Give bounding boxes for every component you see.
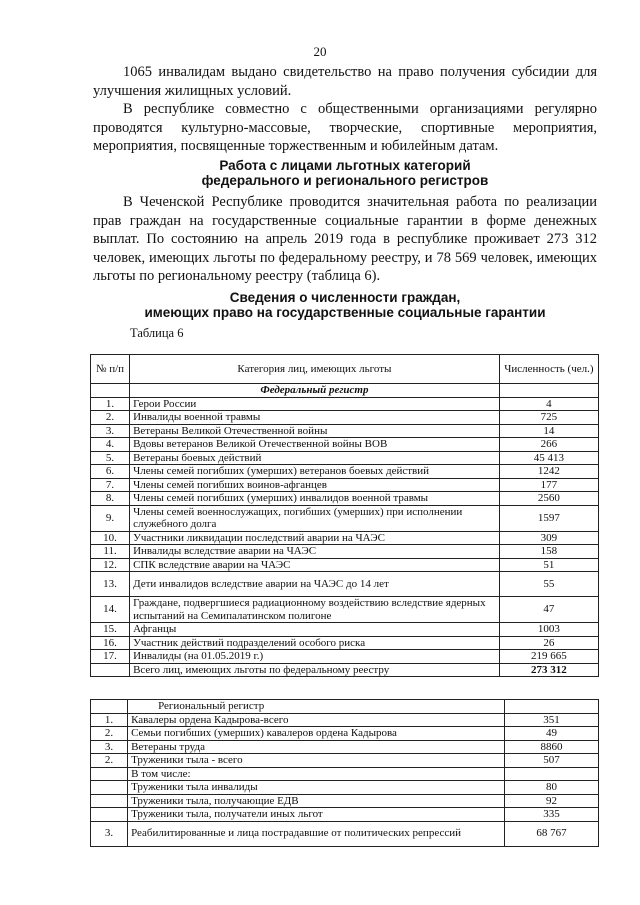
table-heading: Сведения о численности граждан, имеющих право на государственные социальные гарантии	[144, 290, 546, 320]
table-row	[91, 740, 599, 754]
row-count: 55	[499, 572, 598, 597]
row-category: Инвалиды военной травмы	[130, 411, 500, 425]
row-category: Инвалиды вследствие аварии на ЧАЭС	[130, 545, 500, 559]
row-count: 351	[504, 713, 598, 727]
page-number: 20	[313, 44, 327, 59]
row-category: Инвалиды (на 01.05.2019 г.)	[130, 650, 500, 664]
row-category: СПК вследствие аварии на ЧАЭС	[130, 558, 500, 572]
row-number: 2.	[91, 727, 128, 741]
row-count: 219 665	[499, 650, 598, 664]
regional-table	[90, 699, 599, 847]
row-category: Семьи погибших (умерших) кавалеров ордена Кадырова	[128, 727, 505, 741]
row-category: Труженики тыла - всего	[128, 754, 505, 768]
row-number: 4.	[91, 438, 130, 452]
section-row	[91, 700, 599, 714]
row-category: Члены семей погибших (умерших) инвалидов военной травмы	[130, 492, 500, 506]
table-row	[91, 727, 599, 741]
row-category: В том числе:	[128, 767, 505, 781]
row-number: 11.	[91, 545, 130, 559]
row-category: Дети инвалидов вследствие аварии на ЧАЭС до 14 лет	[130, 572, 500, 597]
table-row	[91, 451, 599, 465]
table-row	[91, 636, 599, 650]
row-number: 14.	[91, 597, 130, 623]
row-number	[91, 781, 128, 795]
paragraph: В республике совместно с общественными организациями регулярно проводятся культурно-массовые, творческие, спортивные мероприятия, мероприятия, посвященные торжественным и юбилейным датам.	[93, 101, 597, 154]
total-value: 273 312	[499, 663, 598, 677]
paragraph: 1065 инвалидам выдано свидетельство на право получения субсидии для улучшения жилищных условий.	[93, 64, 597, 99]
table-row	[91, 492, 599, 506]
row-number: 16.	[91, 636, 130, 650]
row-number: 1.	[91, 397, 130, 411]
section-row	[91, 384, 599, 398]
table-row	[91, 438, 599, 452]
paragraph: В Чеченской Республике проводится значительная работа по реализации прав граждан на государственные социальные гарантии в форме денежных выплат. По состоянию на апрель 2019 года в республике проживает 273 312 человек, имеющих льготы по федеральному реестру, и 78 569 человек, имеющих льготы по региональному реестру (таблица 6).	[93, 194, 597, 284]
row-number	[91, 794, 128, 808]
row-count: 45 413	[499, 451, 598, 465]
table-row	[91, 545, 599, 559]
table-row	[91, 411, 599, 425]
row-count: 49	[504, 727, 598, 741]
row-count: 266	[499, 438, 598, 452]
row-number: 17.	[91, 650, 130, 664]
row-number: 3.	[91, 740, 128, 754]
row-count: 1597	[499, 505, 598, 531]
row-number: 3.	[91, 424, 130, 438]
table-row	[91, 794, 599, 808]
row-category: Граждане, подвергшиеся радиационному воздействию вследствие ядерных испытаний на Семипалатинском полигоне	[130, 597, 500, 623]
row-count: 8860	[504, 740, 598, 754]
row-category: Члены семей погибших воинов-афганцев	[130, 478, 500, 492]
table-row	[91, 821, 599, 846]
row-category: Ветераны Великой Отечественной войны	[130, 424, 500, 438]
row-number: 1.	[91, 713, 128, 727]
row-number: 9.	[91, 505, 130, 531]
row-number: 10.	[91, 531, 130, 545]
table-label: Таблица 6	[130, 326, 184, 340]
row-count: 80	[504, 781, 598, 795]
table-row	[91, 597, 599, 623]
row-category: Герои России	[130, 397, 500, 411]
row-number: 12.	[91, 558, 130, 572]
header-num: № п/п	[91, 355, 130, 384]
row-count: 4	[499, 397, 598, 411]
table-row	[91, 808, 599, 822]
row-category: Участник действий подразделений особого риска	[130, 636, 500, 650]
total-label: Всего лиц, имеющих льготы по федеральному реестру	[130, 663, 500, 677]
row-count: 26	[499, 636, 598, 650]
row-count: 335	[504, 808, 598, 822]
row-count: 725	[499, 411, 598, 425]
table-row	[91, 767, 599, 781]
table-row	[91, 713, 599, 727]
table-row	[91, 623, 599, 637]
row-number: 7.	[91, 478, 130, 492]
row-count: 47	[499, 597, 598, 623]
row-category: Афганцы	[130, 623, 500, 637]
row-count: 14	[499, 424, 598, 438]
table-row	[91, 397, 599, 411]
row-count: 2560	[499, 492, 598, 506]
row-category: Труженики тыла, получающие ЕДВ	[128, 794, 505, 808]
table-row	[91, 478, 599, 492]
table-row	[91, 558, 599, 572]
row-number	[91, 808, 128, 822]
table-row	[91, 505, 599, 531]
table-row	[91, 572, 599, 597]
row-number: 8.	[91, 492, 130, 506]
row-number: 2.	[91, 411, 130, 425]
row-number: 3.	[91, 821, 128, 846]
regional-section-title: Региональный регистр	[128, 700, 505, 714]
table-row	[91, 465, 599, 479]
row-number: 13.	[91, 572, 130, 597]
row-category: Вдовы ветеранов Великой Отечественной войны ВОВ	[130, 438, 500, 452]
row-category: Труженики тыла, получатели иных льгот	[128, 808, 505, 822]
row-count: 1003	[499, 623, 598, 637]
header-category: Категория лиц, имеющих льготы	[130, 355, 500, 384]
table-row	[91, 754, 599, 768]
row-number	[91, 767, 128, 781]
table-total-row	[91, 663, 599, 677]
row-count: 1242	[499, 465, 598, 479]
row-category: Ветераны труда	[128, 740, 505, 754]
table-header-row	[91, 355, 599, 384]
table-row	[91, 531, 599, 545]
row-count: 158	[499, 545, 598, 559]
row-count: 177	[499, 478, 598, 492]
row-number	[91, 663, 130, 677]
row-count: 309	[499, 531, 598, 545]
row-category: Участники ликвидации последствий аварии на ЧАЭС	[130, 531, 500, 545]
row-count: 507	[504, 754, 598, 768]
row-category: Труженики тыла инвалиды	[128, 781, 505, 795]
row-number: 6.	[91, 465, 130, 479]
row-number: 15.	[91, 623, 130, 637]
federal-table	[90, 354, 599, 677]
row-count: 92	[504, 794, 598, 808]
federal-section-title: Федеральный регистр	[130, 384, 500, 398]
header-count: Численность (чел.)	[499, 355, 598, 384]
table-row	[91, 424, 599, 438]
row-category: Члены семей военнослужащих, погибших (умерших) при исполнении служебного долга	[130, 505, 500, 531]
row-number: 2.	[91, 754, 128, 768]
row-category: Реабилитированные и лица пострадавшие от политических репрессий	[128, 821, 505, 846]
section-heading: Работа с лицами льготных категорий федерального и регионального регистров	[201, 158, 489, 188]
row-category: Ветераны боевых действий	[130, 451, 500, 465]
row-count: 51	[499, 558, 598, 572]
table-row	[91, 650, 599, 664]
table-row	[91, 781, 599, 795]
row-count	[504, 767, 598, 781]
row-count: 68 767	[504, 821, 598, 846]
row-number: 5.	[91, 451, 130, 465]
row-category: Кавалеры ордена Кадырова-всего	[128, 713, 505, 727]
row-category: Члены семей погибших (умерших) ветеранов боевых действий	[130, 465, 500, 479]
